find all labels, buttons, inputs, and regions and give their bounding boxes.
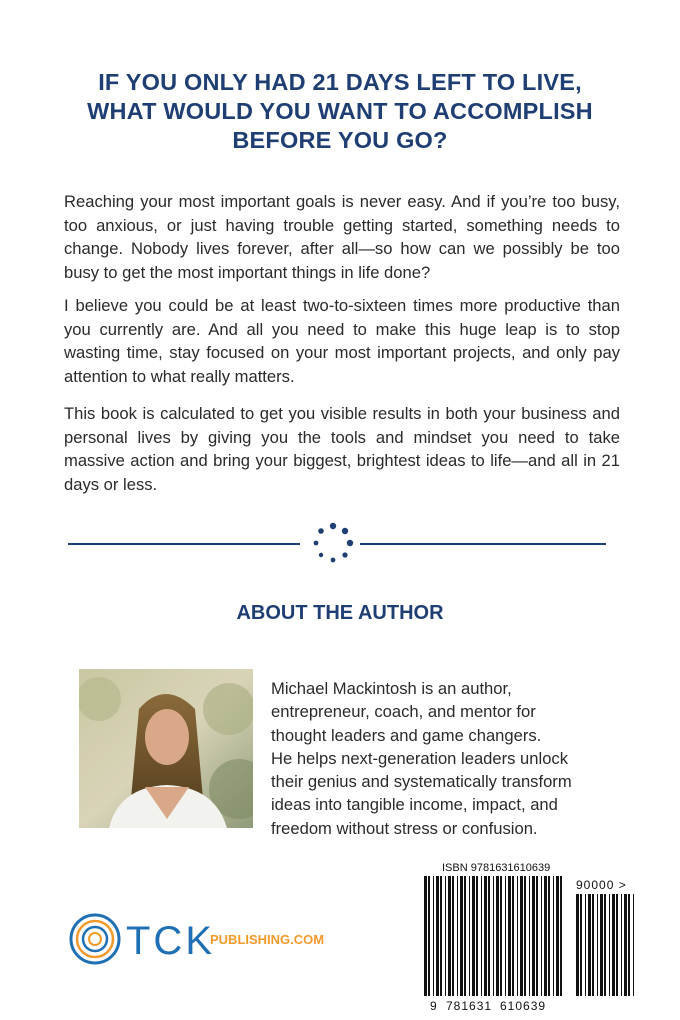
barcode-bar bbox=[481, 876, 482, 996]
bio-line: thought leaders and game changers. bbox=[271, 725, 542, 745]
barcode-bar bbox=[592, 894, 594, 996]
body-paragraph-3: This book is calculated to get you visible results in both your business and personal lives by giving you the tools and mindset you need to take massive action and bring your biggest, brightest ideas to life—and all in 21 days or less. bbox=[64, 404, 620, 494]
barcode-bar bbox=[628, 894, 630, 996]
barcode-bar bbox=[588, 894, 591, 996]
tck-publishing-logo bbox=[68, 912, 338, 966]
barcode-bar bbox=[469, 876, 470, 996]
barcode-bar bbox=[512, 876, 514, 996]
bio-line: entrepreneur, coach, and mentor for bbox=[271, 702, 536, 722]
barcode-bar bbox=[464, 876, 466, 996]
barcode-bar bbox=[436, 876, 439, 996]
barcode-bar bbox=[476, 876, 478, 996]
headline-line: BEFORE YOU GO? bbox=[232, 127, 448, 153]
barcode-bar bbox=[536, 876, 538, 996]
bio-line: Michael Mackintosh is an author, bbox=[271, 679, 512, 698]
barcode-bar bbox=[433, 876, 434, 996]
barcode-bar bbox=[580, 894, 582, 996]
barcode-bar bbox=[457, 876, 458, 996]
barcode-bar bbox=[484, 876, 487, 996]
barcode-bar bbox=[633, 894, 634, 996]
barcode-bar bbox=[460, 876, 463, 996]
barcode-bar bbox=[428, 876, 430, 996]
dots-ornament-icon bbox=[308, 518, 358, 568]
divider-left bbox=[68, 543, 300, 545]
barcode-bar bbox=[612, 894, 615, 996]
bio-line: their genius and systematically transform bbox=[271, 772, 572, 792]
isbn-label: ISBN 9781631610639 bbox=[442, 862, 551, 874]
barcode-bar bbox=[556, 876, 559, 996]
author-bio bbox=[271, 677, 617, 840]
barcode-bar bbox=[445, 876, 446, 996]
barcode-digit-group-1: 781631 bbox=[446, 999, 493, 1013]
barcode-bar bbox=[505, 876, 506, 996]
price-code: 90000 > bbox=[576, 878, 627, 892]
barcode-bar bbox=[488, 876, 490, 996]
headline-line: IF YOU ONLY HAD 21 DAYS LEFT TO LIVE, bbox=[98, 69, 582, 95]
barcode-bar bbox=[600, 894, 603, 996]
barcode-digit-first: 9 bbox=[430, 999, 437, 1013]
headline bbox=[40, 68, 640, 155]
barcode-bar bbox=[524, 876, 526, 996]
barcode-bar bbox=[624, 894, 627, 996]
body-paragraph-1: Reaching your most important goals is never easy. And if you’re too busy, too anxious, or just having trouble getting started, something needs to change. Nobody lives forever, after all—so how can we possibly be too busy to get the most important things in life done? bbox=[64, 192, 620, 282]
barcode-bar bbox=[560, 876, 562, 996]
bio-line: ideas into tangible income, impact, and bbox=[271, 795, 558, 815]
barcode-bar bbox=[529, 876, 530, 996]
barcode-bar bbox=[544, 876, 547, 996]
about-author-heading: ABOUT THE AUTHOR bbox=[236, 602, 444, 624]
barcode-bar bbox=[621, 894, 622, 996]
barcode-digit-group-2: 610639 bbox=[500, 999, 547, 1013]
barcode-bar bbox=[604, 894, 606, 996]
barcode-bar bbox=[493, 876, 494, 996]
barcode-bar bbox=[576, 894, 579, 996]
barcode-bar bbox=[541, 876, 542, 996]
divider-right bbox=[360, 543, 606, 545]
barcode-bar bbox=[520, 876, 523, 996]
bio-line: freedom without stress or confusion. bbox=[271, 818, 538, 838]
barcode-bar bbox=[548, 876, 550, 996]
barcode-bar bbox=[532, 876, 535, 996]
body-paragraph-2: I believe you could be at least two-to-sixteen times more productive than you currently are. And all you need to make this huge leap is to stop wasting time, stay focused on your most important projects, and only pay attention to what really matters. bbox=[64, 296, 620, 386]
barcode-bar bbox=[585, 894, 586, 996]
barcode-bar bbox=[553, 876, 554, 996]
barcode-bar bbox=[452, 876, 454, 996]
isbn-barcode bbox=[424, 876, 564, 996]
barcode-bar bbox=[500, 876, 502, 996]
bio-line: He helps next-generation leaders unlock bbox=[271, 748, 569, 768]
spiral-icon bbox=[71, 915, 119, 963]
barcode-bar bbox=[517, 876, 518, 996]
logo-suffix: PUBLISHING.COM bbox=[210, 932, 325, 947]
barcode-bar bbox=[496, 876, 499, 996]
barcode-bar bbox=[424, 876, 427, 996]
author-photo bbox=[79, 669, 253, 828]
headline-line: WHAT WOULD YOU WANT TO ACCOMPLISH bbox=[87, 98, 593, 124]
barcode-bar bbox=[597, 894, 598, 996]
barcode-bar bbox=[508, 876, 511, 996]
barcode-bar bbox=[472, 876, 475, 996]
barcode-bar bbox=[616, 894, 618, 996]
price-barcode bbox=[576, 894, 634, 996]
logo-letters: TCK bbox=[126, 919, 215, 963]
barcode-bar bbox=[609, 894, 610, 996]
barcode-bar bbox=[440, 876, 442, 996]
barcode-bar bbox=[448, 876, 451, 996]
